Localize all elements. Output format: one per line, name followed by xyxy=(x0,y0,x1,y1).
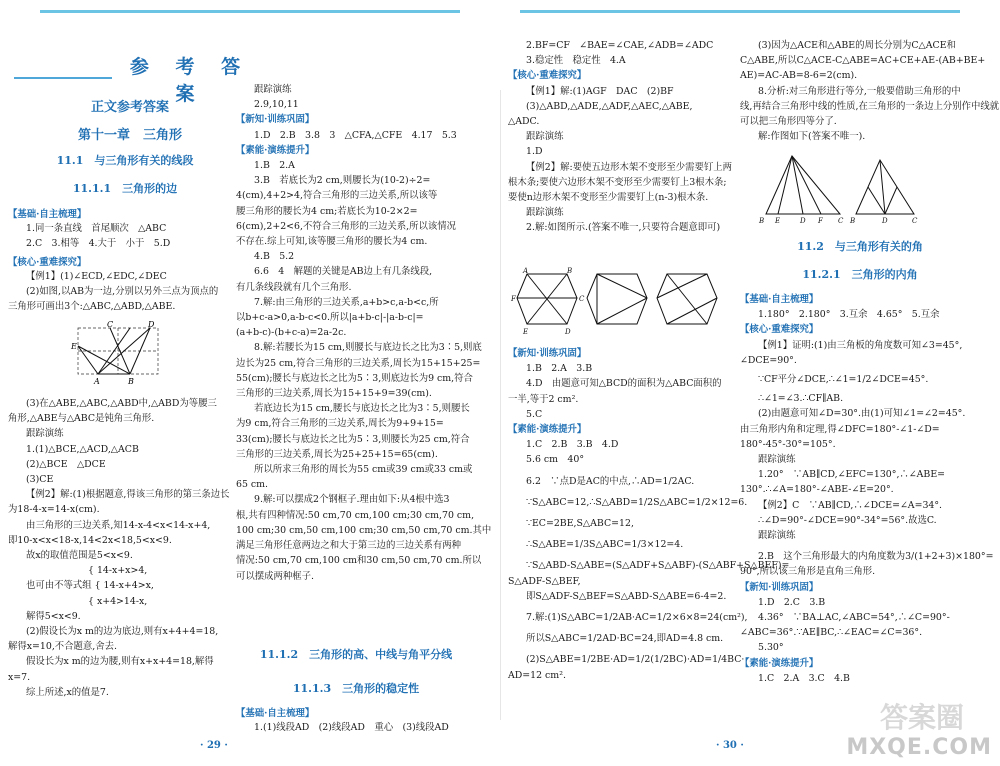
answer-line: ∵S△ABC=12,∴S△ABD=1/2S△ABC=1/2×12=6. xyxy=(526,496,748,508)
answer-line: 跟踪演练 xyxy=(26,428,64,440)
answer-line: 【例1】(1)∠ECD,∠EDC,∠DEC xyxy=(26,271,167,282)
answer-line: 3.B 若底长为2 cm,则腰长为(10-2)÷2= xyxy=(254,175,431,187)
answer-line: 33(cm);腰长与底边长之比为5∶3,则腰长为25 cm,符合 xyxy=(236,433,470,445)
page-number: · 30 · xyxy=(716,740,744,751)
answer-line: 所以所求三角形的周长为55 cm或39 cm或33 cm或 xyxy=(254,464,473,476)
answer-line: 由三角形内角和定理,得∠DFC=180°-∠1-∠D= xyxy=(740,423,940,435)
tag-core: 【核心·重难探究】 xyxy=(508,70,587,82)
answer-line: 5.C xyxy=(526,408,543,420)
answer-line: 1.D xyxy=(526,146,543,158)
answer-line: 8.解:若腰长为15 cm,则腰长与底边长之比为3∶5,则底 xyxy=(254,342,482,354)
answer-line: 180°-45°-30°=105°. xyxy=(740,438,836,450)
answer-line: 8.分析:对三角形进行等分,一般要借助三角形的中 xyxy=(758,85,961,97)
svg-text:B: B xyxy=(850,217,856,225)
svg-text:E: E xyxy=(775,217,781,225)
answer-line: 三角形可画出3个:△ABC,△ABD,△ABE. xyxy=(8,301,176,313)
answer-line: 三角形的三边关系,周长为15+15+9=39(cm). xyxy=(236,388,432,400)
answers-block xyxy=(236,82,491,584)
answer-line: 1.D 2.B 3.8 3 △CFA,△CFE 4.17 5.3 xyxy=(254,129,457,141)
answer-line: 2.解:如图所示.(答案不唯一,只要符合题意即可) xyxy=(526,222,721,234)
answer-line: 解得5<x<9. xyxy=(26,610,81,622)
answer-line: 跟踪演练 xyxy=(254,84,292,95)
answer-line: △ADC. xyxy=(508,116,540,128)
title-rule-left xyxy=(14,77,112,79)
answer-line: C△ABE,所以C△ACE-C△ABE=AC+CE+AE-(AB+BE+ xyxy=(740,55,986,67)
answer-line: 由三角形的三边关系,知14-x-4<x<14-x+4, xyxy=(26,519,211,531)
answers-block xyxy=(8,221,170,251)
answer-line: 即10-x<x<18-x,14<2x<18,5<x<9. xyxy=(8,534,172,546)
answer-line: ∴∠D=90°-∠DCE=90°-34°=56°.故选C. xyxy=(758,514,937,526)
answer-line: ∴S△ABE=1/3S△ABC=1/3×12=4. xyxy=(526,539,684,551)
tag-core: 【核心·重难探究】 xyxy=(740,324,819,336)
answer-line: 1.同一条直线 首尾顺次 △ABC xyxy=(26,223,167,234)
answer-line: 可以把三角形四等分了. xyxy=(740,116,837,128)
answer-line: 可以摆成两种框子. xyxy=(236,570,314,582)
answer-line: 2.9,10,11 xyxy=(254,99,299,111)
answer-line: 根,共有四种情况:50 cm,70 cm,100 cm;30 cm,70 cm, xyxy=(236,509,475,521)
tag-new: 【新知·训练巩固】 xyxy=(236,114,315,126)
answer-line: ∠ABC=36°.∵AE∥BC,∴∠EAC=∠C=36°. xyxy=(740,627,923,639)
answer-line: (3)CE xyxy=(26,474,54,486)
answer-line: 不存在.综上可知,该等腰三角形的腰长为4 cm. xyxy=(236,236,428,248)
answer-line: x=7. xyxy=(8,671,31,683)
answer-line: AE)=AC-AB=8-6=2(cm). xyxy=(740,70,858,82)
answer-line: 1.C 2.B 3.B 4.D xyxy=(526,439,619,451)
svg-text:A: A xyxy=(523,267,529,275)
svg-text:C: C xyxy=(107,320,114,329)
tag-pro: 【素能·演练提升】 xyxy=(740,657,819,669)
answers-block xyxy=(508,38,732,236)
answer-line: 满足三角形任意两边之和大于第三边的三边关系有两种 xyxy=(236,540,462,552)
answer-line: 2.C 3.相等 4.大于 小于 5.D xyxy=(26,238,171,250)
hexagon-figures xyxy=(511,267,725,336)
answer-line: 【例2】解:(1)根据题意,得该三角形的第三条边长 xyxy=(26,489,230,501)
answer-line: 1.C 2.A 3.C 4.B xyxy=(758,672,850,684)
answer-line: 65 cm. xyxy=(236,479,269,491)
answer-line: { x+4>14-x, xyxy=(88,595,148,607)
answer-line: (3)因为△ACE和△ABE的周长分别为C△ACE和 xyxy=(758,40,956,51)
answer-line: 5.6 cm 40° xyxy=(526,454,585,466)
tag-pro: 【素能·演练提升】 xyxy=(508,424,587,436)
triangle-figures xyxy=(758,150,918,226)
answer-line: 一半,等于2 cm². xyxy=(508,393,579,405)
answer-line: (2)△BCE △DCE xyxy=(26,458,106,470)
svg-text:E: E xyxy=(71,342,77,351)
subsection-11-1-3: 11.1.3 三角形的稳定性 xyxy=(292,682,420,695)
answer-line: 1.180° 2.180° 3.互余 4.65° 5.互余 xyxy=(758,309,940,321)
answer-line: 跟踪演练 xyxy=(758,530,796,542)
answer-line: (3)△ABD,△ADE,△ADF,△AEC,△ABE, xyxy=(526,100,693,112)
page-divider xyxy=(500,90,501,720)
answer-line: (3)在△ABE,△ABC,△ABD中,△ABD为等腰三 xyxy=(26,398,217,409)
answer-line: S△ADF-S△BEF, xyxy=(508,575,581,587)
answer-line: 综上所述,x的值是7. xyxy=(26,686,109,698)
answer-line: 1.(1)△BCE,△ACD,△ACB xyxy=(26,443,139,455)
answer-line: ∵EC=2BE,S△ABC=12, xyxy=(526,518,634,530)
section-11-2: 11.2 与三角形有关的角 xyxy=(797,240,923,253)
answer-line: 跟踪演练 xyxy=(526,207,564,219)
answer-line: 跟踪演练 xyxy=(526,131,564,143)
svg-text:A: A xyxy=(94,377,100,386)
svg-text:C: C xyxy=(912,217,918,225)
answers-block xyxy=(740,292,993,686)
answer-line: 【例2】解:要使五边形木架不变形至少需要钉上两 xyxy=(526,161,733,173)
answer-line: 所以S△ABC=1/2AD·BC=24,即AD=4.8 cm. xyxy=(526,633,724,645)
answer-line: 6(cm),2+2<6,不符合三角形的三边关系,所以该情况 xyxy=(236,220,456,232)
answer-line: ∠DCE=90°. xyxy=(740,354,797,366)
answer-line: ∵S△ABD-S△ABE=(S△ADF+S△ABF)-(S△ABF+S△BEF)= xyxy=(526,560,790,572)
answer-line: 1.B 2.A 3.B xyxy=(526,363,593,375)
tag-basic: 【基础·自主梳理】 xyxy=(740,294,819,305)
answer-line: 2.BF=CF ∠BAE=∠CAE,∠ADB=∠ADC xyxy=(526,40,714,51)
answer-line: 4(cm),4+2>4,符合三角形的三边关系,所以该等 xyxy=(236,190,438,202)
answer-line: 也可由不等式组 { 14-x+4>x, xyxy=(26,580,154,592)
answer-line: ∵CF平分∠DCE,∴∠1=1/2∠DCE=45°. xyxy=(758,374,929,386)
tag-core: 【核心·重难探究】 xyxy=(8,257,87,268)
watermark-logo: 答案圈 xyxy=(879,701,964,734)
answer-line: { 14-x+x>4, xyxy=(88,565,148,577)
answer-line: 1.B 2.A xyxy=(254,160,295,172)
answer-line: 4.B 5.2 xyxy=(254,251,295,263)
answer-line: 解:作图如下(答案不唯一). xyxy=(758,131,866,143)
subsection-11-1-2: 11.1.2 三角形的高、中线与角平分线 xyxy=(259,648,453,661)
answer-line: ∴∠1=∠3.∴CF∥AB. xyxy=(758,393,844,405)
tag-new: 【新知·训练巩固】 xyxy=(740,581,819,593)
chapter-heading: 第十一章 三角形 xyxy=(77,128,182,143)
answer-line: 【例2】C ∵AB∥CD,∴∠DCE=∠A=34°. xyxy=(758,499,943,511)
answer-line: (2)S△ABE=1/2BE·AD=1/2(1/2BC)·AD=1/4BC· xyxy=(526,654,745,666)
answer-line: 跟踪演练 xyxy=(758,454,796,466)
answer-line: 2.B 这个三角形最大的内角度数为3/(1+2+3)×180°= xyxy=(758,551,994,563)
answer-line: 9.解:可以摆成2个钢框子.理由如下:从4根中选3 xyxy=(254,494,450,506)
svg-text:C: C xyxy=(838,217,844,225)
answer-line: 故x的取值范围是5<x<9. xyxy=(26,550,133,562)
subsection-11-2-1: 11.2.1 三角形的内角 xyxy=(802,268,918,281)
top-decor-bar xyxy=(40,10,460,13)
answer-line: 情况:50 cm,70 cm,100 cm和30 cm,50 cm,70 cm.所以 xyxy=(236,555,482,567)
svg-text:D: D xyxy=(800,217,806,225)
grid-figure xyxy=(70,322,170,390)
answer-line: (a+b-c)-(b+c-a)=2a-2c. xyxy=(236,327,347,339)
answer-line: 假设长为x m的边为腰,则有x+x+4=18,解得 xyxy=(26,656,214,668)
tag-basic: 【基础·自主梳理】 xyxy=(236,708,315,719)
answers-block xyxy=(236,720,449,735)
answer-line: 1.D 2.C 3.B xyxy=(758,596,826,608)
answer-line: (2)由题意可知∠D=30°.由(1)可知∠1=∠2=45°. xyxy=(758,408,966,420)
answer-line: 4.D 由题意可知△BCD的面积为△ABC面积的 xyxy=(526,378,722,390)
svg-text:B: B xyxy=(128,377,134,386)
svg-text:F: F xyxy=(818,217,823,225)
svg-text:D: D xyxy=(565,328,571,336)
answer-line: 6.2 ∵点D是AC的中点,∴AD=1/2AC. xyxy=(526,475,695,487)
tag-pro: 【素能·演练提升】 xyxy=(236,144,315,156)
answer-line: 若底边长为15 cm,腰长与底边长之比为3∶5,则腰长 xyxy=(254,403,470,415)
answer-line: 100 cm;30 cm,50 cm,100 cm;30 cm,50 cm,70 cm.其中 xyxy=(236,524,492,536)
answer-line: 6.6 4 解题的关键是AB边上有几条线段, xyxy=(254,266,433,278)
answers-block xyxy=(8,396,230,700)
answer-line: 90°,所以该三角形是直角三角形. xyxy=(740,566,876,578)
answer-line: 即S△ADF-S△BEF=S△ABD-S△ABE=6-4=2. xyxy=(526,590,727,602)
top-decor-bar xyxy=(520,10,960,13)
answer-line: 1.(1)线段AD (2)线段AD 重心 (3)线段AD xyxy=(254,722,449,733)
answer-line: 有几条线段就有几个三角形. xyxy=(236,281,352,293)
answer-line: 7.解:由三角形的三边关系,a+b>c,a-b<c,所 xyxy=(254,296,439,308)
svg-text:F: F xyxy=(511,295,516,303)
svg-text:B: B xyxy=(567,267,573,275)
watermark-text: MXQE.COM xyxy=(846,735,992,760)
answer-line: 三角形的三边关系,周长为25+25+15=65(cm). xyxy=(236,448,438,460)
answer-line: 3.稳定性 稳定性 4.A xyxy=(526,55,626,67)
svg-text:E: E xyxy=(523,328,529,336)
answer-line: 【例1】解:(1)AGF DAC (2)BF xyxy=(526,85,674,97)
answer-line: 4.36° ∵BA⊥AC,∠ABC=54°,∴∠C=90°- xyxy=(758,612,950,624)
answer-line: 解得x=10,不合题意,舍去. xyxy=(8,641,118,653)
tag-basic: 【基础·自主梳理】 xyxy=(8,209,87,220)
answer-line: 【例1】证明:(1)由三角板的角度数可知∠3=45°, xyxy=(758,339,963,351)
page-title: 参 考 答 案 xyxy=(129,56,251,105)
svg-text:D: D xyxy=(882,217,888,225)
answer-line: 55(cm);腰长与底边长之比为5∶3,则底边长为9 cm,符合 xyxy=(236,372,473,384)
answer-line: (2)假设长为x m的边为底边,则有x+4+4=18, xyxy=(26,626,219,638)
section-11-1: 11.1 与三角形有关的线段 xyxy=(56,154,194,167)
answer-line: 线,再结合三角形中线的性质,在三角形的一条边上分别作中线就 xyxy=(740,100,1000,112)
answer-line: 为18-4-x=14-x(cm). xyxy=(8,504,100,516)
answer-line: 1.20° ∵AB∥CD,∠EFC=130°,∴∠ABE= xyxy=(758,469,946,481)
svg-text:D: D xyxy=(148,320,155,329)
answer-line: 角形,△ABE与△ABC是钝角三角形. xyxy=(8,413,155,425)
answers-block xyxy=(740,38,999,144)
svg-text:B: B xyxy=(759,217,765,225)
tag-new: 【新知·训练巩固】 xyxy=(508,348,587,359)
answer-line: 130°.∴∠A=180°-∠ABE-∠E=20°. xyxy=(740,484,894,496)
answers-block xyxy=(8,269,218,315)
answer-line: 5.30° xyxy=(758,642,784,654)
answer-line: 以b+c-a>0,a-b-c<0.所以|a+b-c|-|a-b-c|= xyxy=(236,312,424,324)
answer-line: 要使n边形木架不变形至少需要钉上(n-3)根木条. xyxy=(508,192,709,204)
answer-line: 腰三角形的腰长为4 cm;若底长为10-2×2= xyxy=(236,205,418,217)
answer-line: 7.解:(1)S△ABC=1/2AB·AC=1/2×6×8=24(cm²), xyxy=(526,612,748,624)
svg-text:C: C xyxy=(579,295,585,303)
answer-line: 为9 cm,符合三角形的三边关系,周长为9+9+15= xyxy=(236,418,444,430)
section-heading: 正文参考答案 xyxy=(90,100,169,115)
answer-line: 边长为25 cm,符合三角形的三边关系,周长为15+15+25= xyxy=(236,357,481,369)
answer-line: 根木条;要使六边形木架不变形至少需要钉上3根木条; xyxy=(508,176,727,188)
answer-line: AD=12 cm². xyxy=(508,669,566,681)
subsection-11-1-1: 11.1.1 三角形的边 xyxy=(72,182,178,195)
page-number: · 29 · xyxy=(200,740,228,751)
answer-line: (2)如图,以AB为一边,分别以另外三点为顶点的 xyxy=(26,286,219,298)
